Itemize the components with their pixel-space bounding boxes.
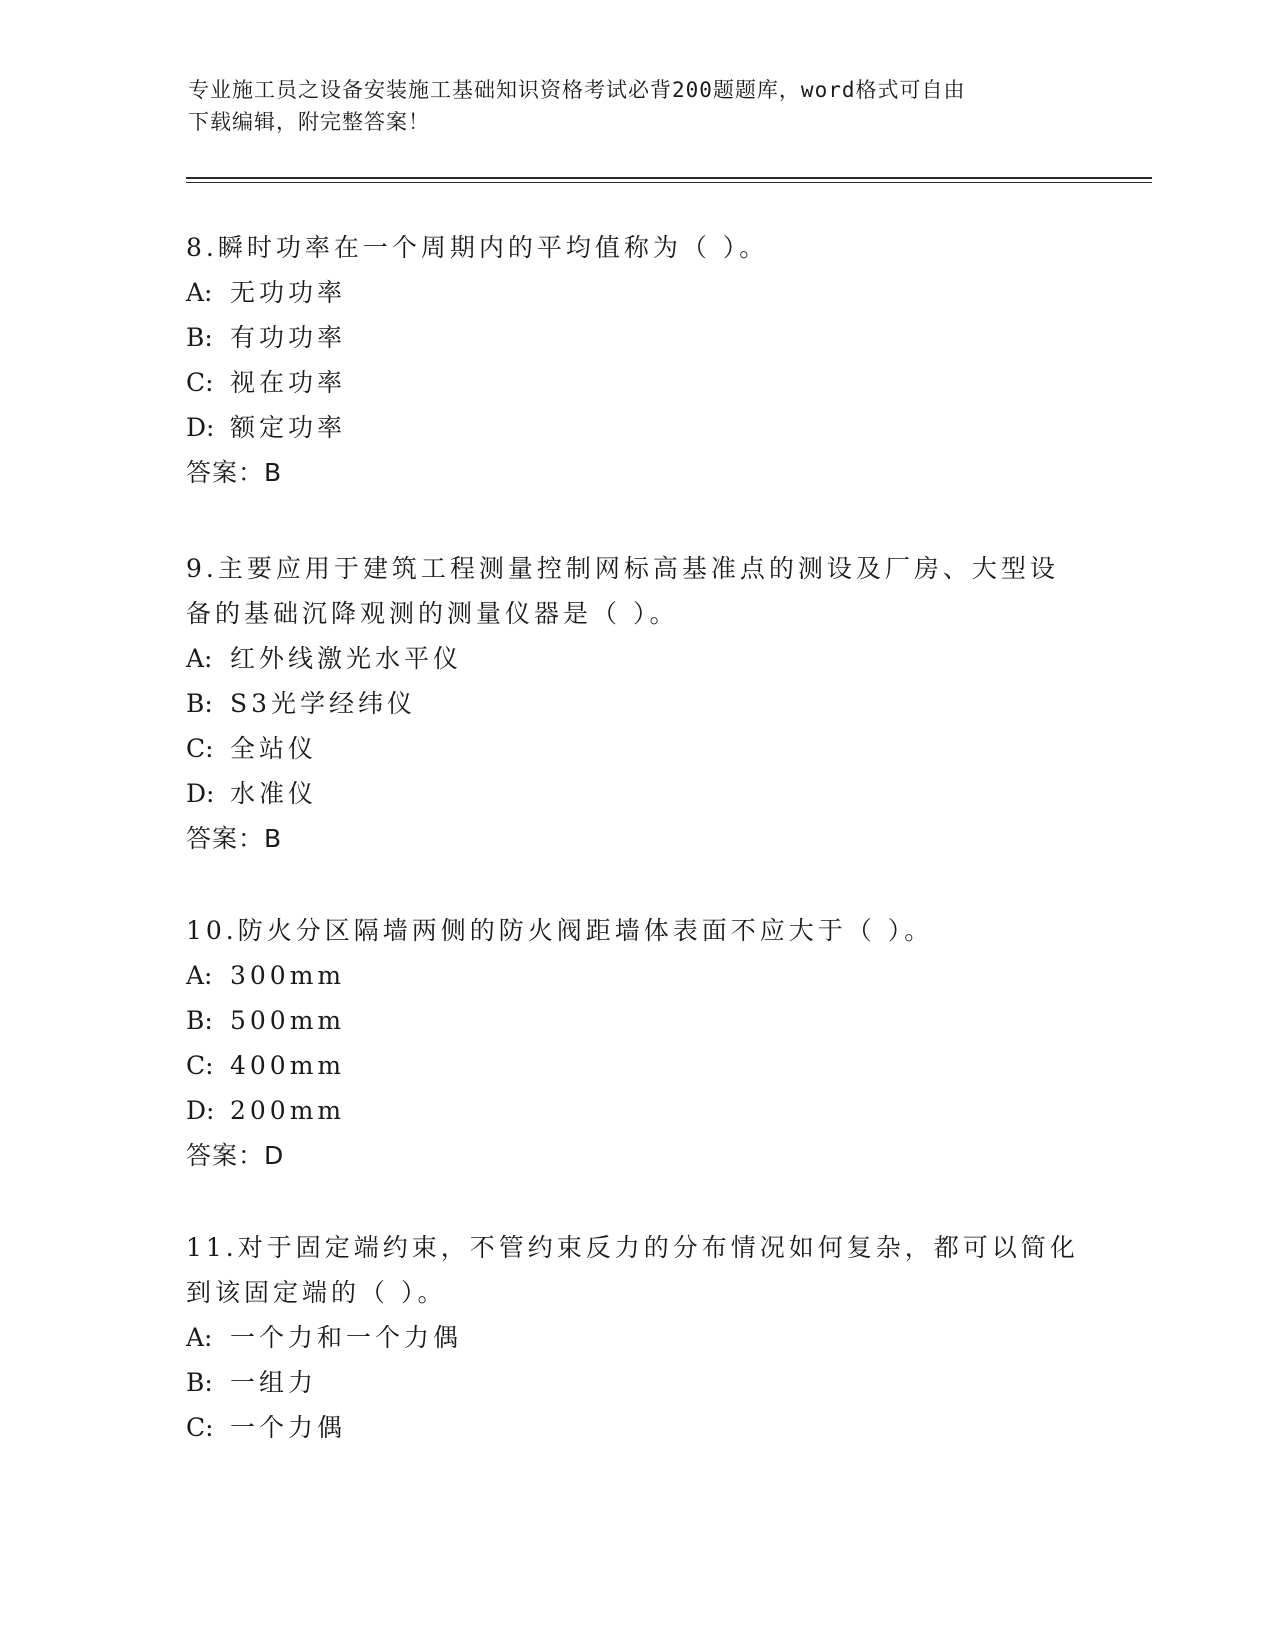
header-divider-thin (186, 182, 1152, 183)
option-text: 一组力 (230, 1368, 318, 1397)
question-stem-line-1: 9.主要应用于建筑工程测量控制网标高基准点的测设及厂房、大型设 (186, 554, 1059, 583)
option-b (186, 998, 1086, 1043)
document-header (188, 74, 1068, 138)
option-key: D: (186, 413, 215, 442)
option-key: C: (186, 368, 214, 397)
option-a (186, 1315, 1086, 1360)
option-b (186, 315, 1086, 360)
option-c (186, 1043, 1086, 1088)
option-c (186, 360, 1086, 405)
option-b (186, 681, 1086, 726)
option-key: B: (186, 689, 213, 718)
option-key: C: (186, 734, 214, 763)
option-key: D: (186, 779, 215, 808)
option-key: D: (186, 1096, 215, 1125)
option-text: 400mm (230, 1051, 346, 1080)
option-d (186, 771, 1086, 816)
option-text: 300mm (230, 961, 346, 990)
option-text: S3光学经纬仪 (230, 689, 417, 718)
option-text: 额定功率 (230, 413, 347, 442)
option-d (186, 1088, 1086, 1133)
option-c (186, 726, 1086, 771)
answer-label: 答案：B (186, 458, 283, 487)
option-key: B: (186, 1006, 213, 1035)
option-b (186, 1360, 1086, 1405)
question-9 (186, 546, 1086, 861)
option-text: 全站仪 (230, 734, 318, 763)
question-stem-line-2: 备的基础沉降观测的测量仪器是（ ）。 (186, 599, 679, 628)
option-key: B: (186, 323, 213, 352)
header-title-line-1: 专业施工员之设备安装施工基础知识资格考试必背200题题库，word格式可自由 (188, 78, 966, 102)
answer-label: 答案：B (186, 824, 283, 853)
option-key: B: (186, 1368, 213, 1397)
header-divider-thick (186, 177, 1152, 179)
option-c (186, 1405, 1086, 1450)
option-a (186, 953, 1086, 998)
option-text: 红外线激光水平仪 (230, 644, 463, 673)
option-text: 一个力和一个力偶 (230, 1323, 463, 1352)
option-text: 视在功率 (230, 368, 347, 397)
question-stem: 8.瞬时功率在一个周期内的平均值称为（ ）。 (186, 233, 769, 262)
option-key: A: (186, 961, 213, 990)
option-key: A: (186, 644, 213, 673)
option-d (186, 405, 1086, 450)
question-stem-line-2: 到该固定端的（ ）。 (186, 1278, 447, 1307)
option-text: 有功功率 (230, 323, 347, 352)
option-key: A: (186, 278, 213, 307)
question-stem-line-1: 11.对于固定端约束，不管约束反力的分布情况如何复杂，都可以简化 (186, 1233, 1079, 1262)
option-text: 200mm (230, 1096, 346, 1125)
option-text: 无功功率 (230, 278, 347, 307)
question-11 (186, 1225, 1086, 1450)
option-key: C: (186, 1413, 214, 1442)
option-key: A: (186, 1323, 213, 1352)
option-text: 500mm (230, 1006, 346, 1035)
answer-label: 答案：D (186, 1141, 285, 1170)
option-text: 水准仪 (230, 779, 318, 808)
question-10 (186, 908, 1086, 1178)
option-a (186, 636, 1086, 681)
header-title-line-2: 下载编辑，附完整答案！ (188, 110, 430, 134)
option-key: C: (186, 1051, 214, 1080)
option-text: 一个力偶 (230, 1413, 347, 1442)
question-stem: 10.防火分区隔墙两侧的防火阀距墙体表面不应大于（ ）。 (186, 916, 934, 945)
option-a (186, 270, 1086, 315)
question-8 (186, 225, 1086, 495)
